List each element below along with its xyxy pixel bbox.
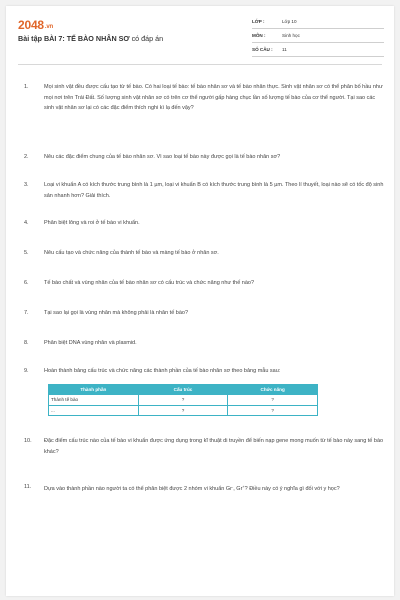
- question-9: 9. Hoàn thành bảng cấu trúc và chức năng các thành phần của tế bào nhân sơ theo bảng mẫu sau:: [24, 368, 281, 374]
- meta-row-subject: MÔN : Sinh học: [252, 30, 384, 43]
- question-11: 11. Dựa vào thành phần nào người ta có thể phân biệt được 2 nhóm vi khuẩn Gr-, Gr+? Điều này có ý nghĩa gì đối với y học?: [24, 484, 340, 492]
- question-4: 4. Phân biệt lông và roi ở tế bào vi khuẩn.: [24, 220, 140, 226]
- table-row: [49, 395, 318, 406]
- document-header: [6, 6, 394, 62]
- question-5: 5. Nêu cấu tạo và chức năng của thành tế bào và màng tế bào ở nhân sơ.: [24, 250, 219, 256]
- table-cell: ?: [228, 395, 318, 406]
- table-cell: ?: [138, 395, 228, 406]
- structure-function-table: [48, 384, 318, 416]
- table-header-row: [49, 385, 318, 395]
- site-logo[interactable]: 2048.vn: [18, 18, 53, 32]
- meta-row-count: SỐ CÂU : 11: [252, 44, 384, 57]
- table-cell: ?: [138, 405, 228, 416]
- table-cell: Thành tế bào: [49, 395, 139, 406]
- document-title: Bài tập BÀI 7: TẾ BÀO NHÂN SƠ có đáp án: [18, 34, 164, 43]
- document-page: [6, 6, 394, 596]
- table-cell: ?: [228, 405, 318, 416]
- question-3: 3. Loại vi khuẩn A có kích thước trung bình là 1 µm, loại vi khuẩn B có kích thước trung bình là 5 µm. Theo lí thuyết, loại nào sẽ có tốc độ sinh sản nhanh hơn? Giải thích.: [24, 182, 384, 199]
- question-6: 6. Tế bào chất và vùng nhân của tế bào nhân sơ có cấu trúc và chức năng như thế nào?: [24, 280, 255, 286]
- table-header: Thành phần: [49, 385, 139, 395]
- question-10: 10. Đặc điểm cấu trúc nào của tế bào vi khuẩn được ứng dụng trong kĩ thuật di truyền để biến nạp gene mong muốn từ tế bào này sang tế bào khác?: [24, 438, 384, 455]
- table-header: Chức năng: [228, 385, 318, 395]
- document-meta: [252, 16, 384, 58]
- table-header: Cấu trúc: [138, 385, 228, 395]
- question-8: 8. Phân biệt DNA vùng nhân và plasmid.: [24, 340, 137, 346]
- header-divider: [18, 64, 382, 65]
- question-1: 1. Mọi sinh vật đều được cấu tạo từ tế bào. Có hai loại tế bào: tế bào nhân sơ và tế bào nhân thực. Sinh vật nhân sơ có thể phân bố hầu như mọi nơi trên Trái Đất. Số lượng sinh vật nhân sơ có trên cơ thể người gấp hàng chục lần số lượng tế bào của cơ thể người. Tại sao các sinh vật nhân sơ lại có các đặc điểm thích nghi kì lạ đến vậy?: [24, 84, 383, 111]
- table-cell: ...: [49, 405, 139, 416]
- question-7: 7. Tại sao lại gọi là vùng nhân mà không phải là nhân tế bào?: [24, 310, 189, 316]
- question-2: 2. Nêu các đặc điểm chung của tế bào nhân sơ. Vì sao loại tế bào này được gọi là tế bào nhân sơ?: [24, 154, 281, 160]
- meta-row-class: LỚP : Lớp 10: [252, 16, 384, 29]
- table-row: [49, 405, 318, 416]
